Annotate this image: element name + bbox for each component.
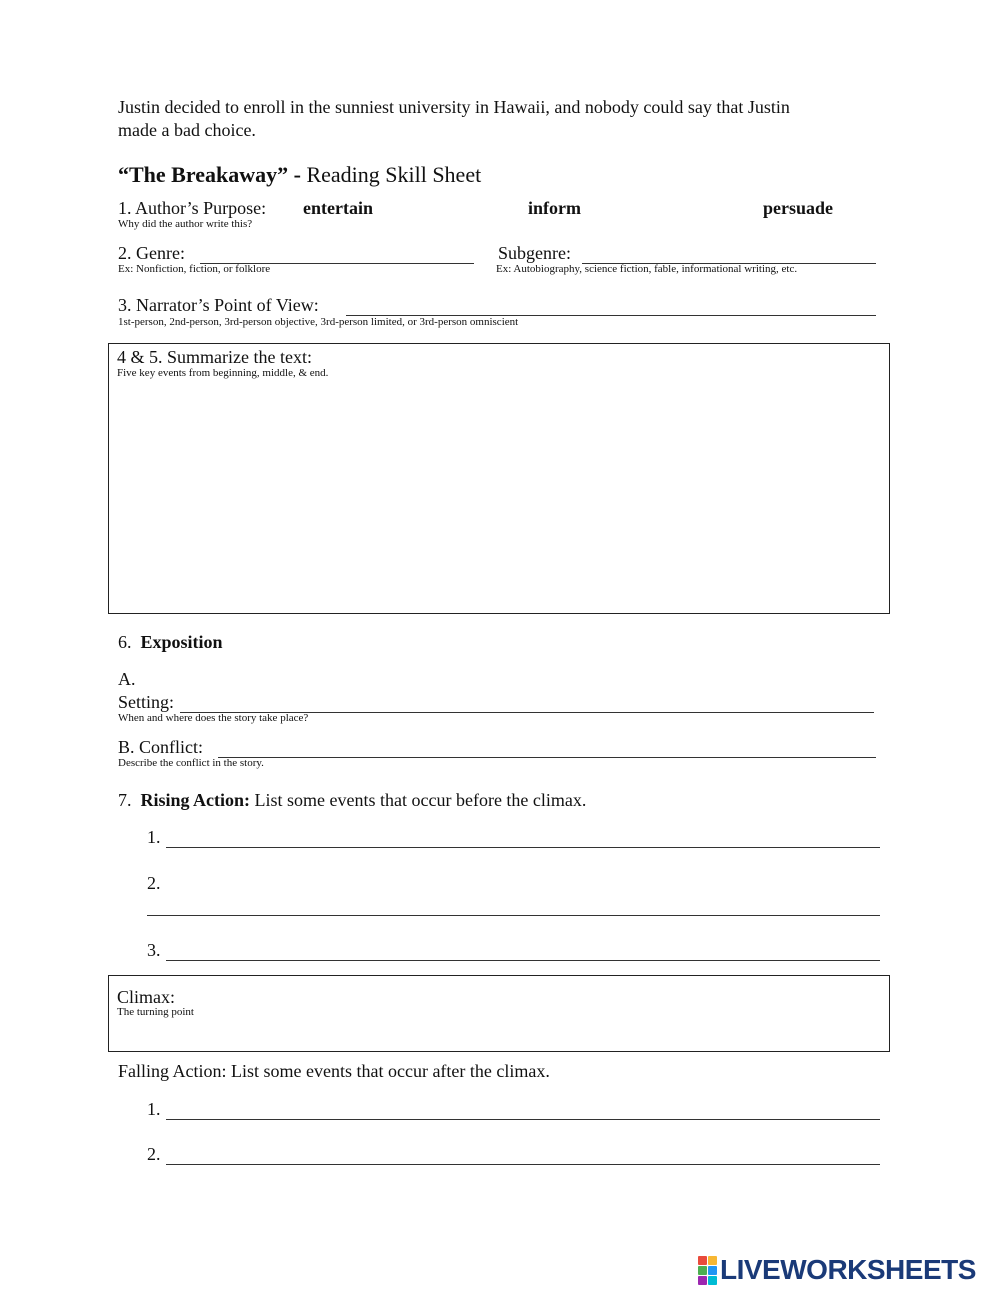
summary-hint: Five key events from beginning, middle, & end.: [117, 367, 329, 379]
logo-square: [698, 1256, 707, 1265]
setting-hint: When and where does the story take place?: [118, 712, 309, 724]
exposition-number: 6.: [118, 632, 132, 652]
rising-action-heading: [118, 789, 586, 811]
rising-item-1-input[interactable]: [166, 827, 880, 848]
conflict-hint: Describe the conflict in the story.: [118, 757, 264, 769]
rising-action-label-rest: List some events that occur before the climax.: [250, 790, 587, 810]
logo-text: LIVEWORKSHEETS: [720, 1254, 976, 1285]
genre-hint: Ex: Nonfiction, fiction, or folklore: [118, 263, 271, 275]
setting-input[interactable]: [180, 692, 874, 713]
author-purpose-hint: Why did the author write this?: [118, 218, 253, 230]
climax-box[interactable]: [108, 975, 890, 1052]
setting-letter: A.: [118, 669, 136, 689]
pov-label: 3. Narrator’s Point of View:: [118, 295, 319, 315]
logo-square: [708, 1256, 717, 1265]
option-entertain[interactable]: entertain: [303, 198, 373, 218]
intro-line-1: Justin decided to enroll in the sunniest university in Hawaii, and nobody could say that Justin: [118, 97, 790, 117]
subgenre-input[interactable]: [582, 243, 876, 264]
rising-action-label-bold: Rising Action:: [140, 790, 251, 810]
exposition-label: Exposition: [140, 632, 223, 652]
sheet-title: [118, 162, 481, 188]
rising-action-number: 7.: [118, 790, 132, 810]
genre-input[interactable]: [200, 243, 474, 264]
liveworksheets-logo-icon: [698, 1256, 717, 1285]
logo-square: [698, 1276, 707, 1285]
rising-item-2-number: 2.: [147, 873, 161, 893]
rising-item-3-number: 3.: [147, 940, 161, 960]
falling-item-1-input[interactable]: [166, 1099, 880, 1120]
falling-action-label: Falling Action: List some events that occur after the climax.: [118, 1061, 550, 1081]
rising-item-1-number: 1.: [147, 827, 161, 847]
genre-label: 2. Genre:: [118, 243, 185, 263]
liveworksheets-logo: [698, 1254, 976, 1286]
pov-input[interactable]: [346, 295, 876, 316]
summary-label: 4 & 5. Summarize the text:: [117, 347, 312, 367]
setting-label: Setting:: [118, 692, 175, 712]
sheet-title-rest: Reading Skill Sheet: [300, 162, 482, 187]
logo-square: [698, 1266, 707, 1275]
conflict-input[interactable]: [218, 737, 876, 758]
option-persuade[interactable]: persuade: [763, 198, 834, 218]
climax-hint: The turning point: [117, 1006, 194, 1018]
author-purpose-label: 1. Author’s Purpose:: [118, 198, 267, 218]
conflict-label: B. Conflict:: [118, 737, 203, 757]
logo-square: [708, 1276, 717, 1285]
intro-line-2: made a bad choice.: [118, 120, 256, 140]
falling-item-2-number: 2.: [147, 1144, 161, 1164]
climax-label: Climax:: [117, 987, 175, 1007]
falling-item-1-number: 1.: [147, 1099, 161, 1119]
pov-hint: 1st-person, 2nd-person, 3rd-person objective, 3rd-person limited, or 3rd-person omniscient: [118, 316, 519, 328]
subgenre-hint: Ex: Autobiography, science fiction, fable, informational writing, etc.: [496, 263, 798, 275]
rising-item-2-input[interactable]: [147, 895, 880, 916]
sheet-title-bold: “The Breakaway” -: [118, 162, 301, 187]
falling-item-2-input[interactable]: [166, 1144, 880, 1165]
summary-box[interactable]: [108, 343, 890, 614]
subgenre-label: Subgenre:: [498, 243, 571, 263]
exposition-heading: [118, 631, 223, 653]
logo-square: [708, 1266, 717, 1275]
option-inform[interactable]: inform: [528, 198, 581, 218]
rising-item-3-input[interactable]: [166, 940, 880, 961]
